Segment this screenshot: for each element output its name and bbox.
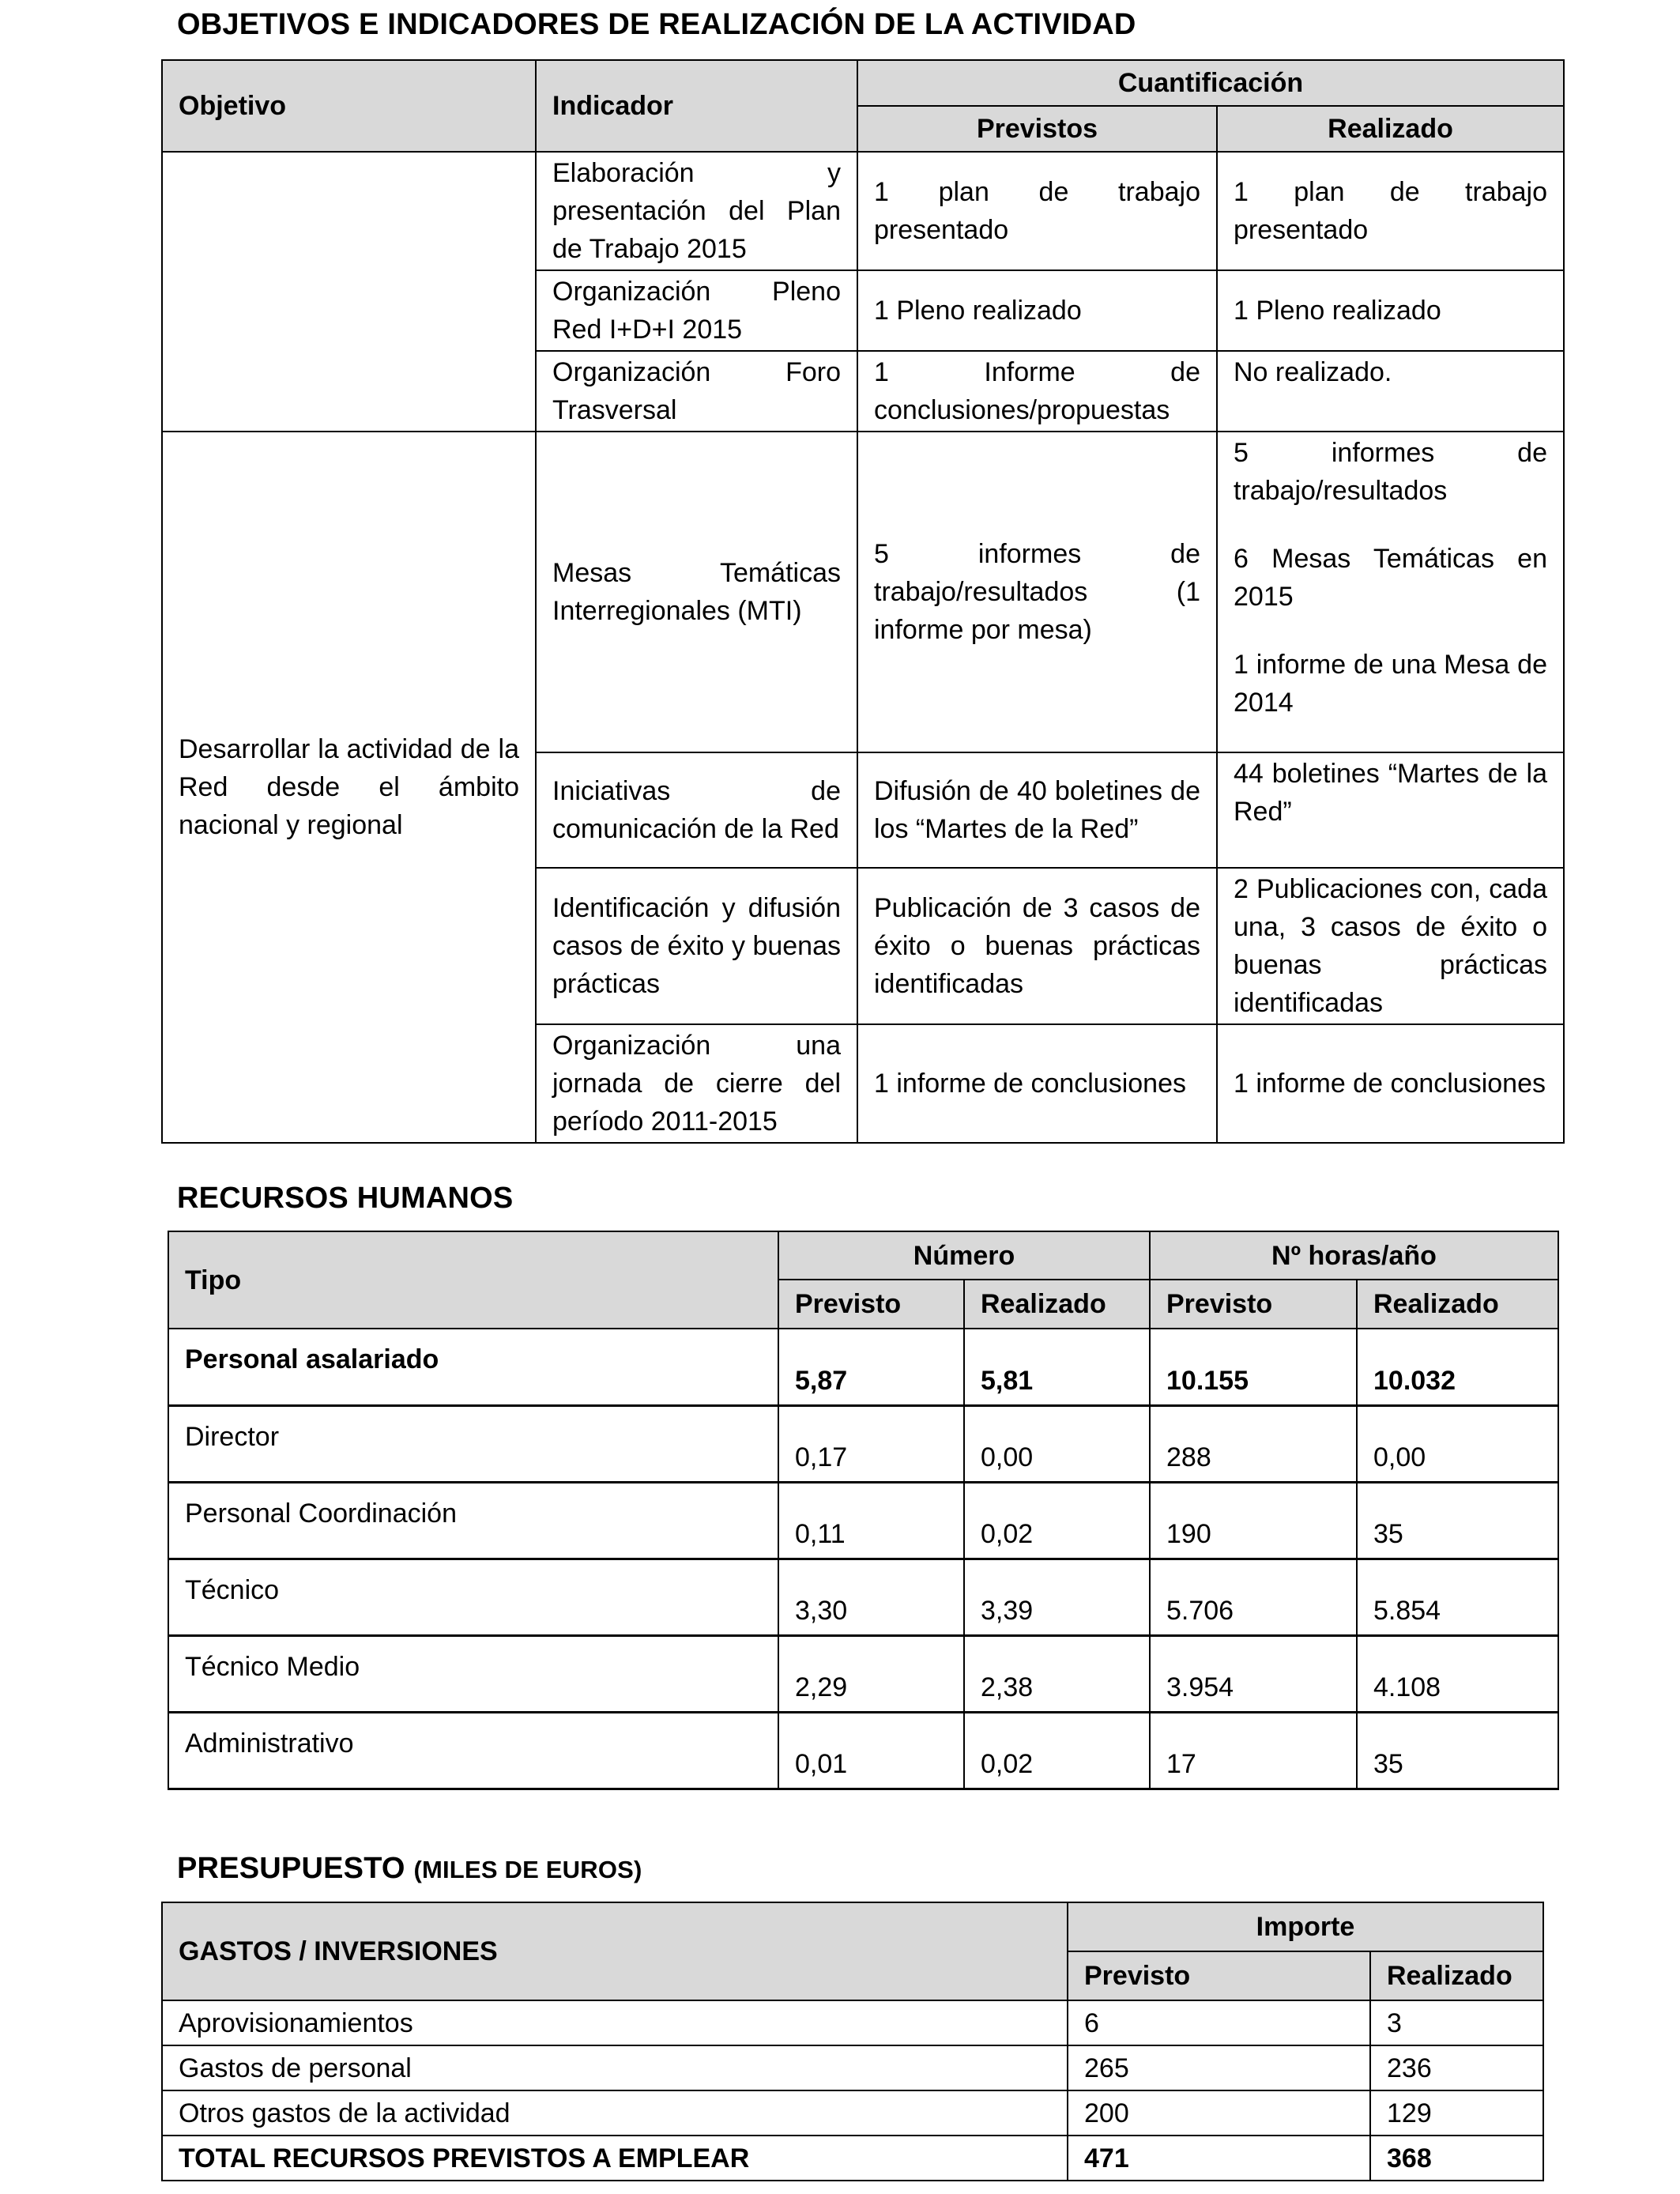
indicador-cell: Mesas Temáticas Interregionales (MTI)	[536, 432, 857, 752]
previsto-cell: 265	[1068, 2045, 1370, 2090]
horas-previsto-cell: 5.706	[1150, 1559, 1357, 1635]
header-indicador: Indicador	[536, 60, 857, 152]
previstos-cell: 5 informes de trabajo/resultados (1 informe por mesa)	[857, 432, 1217, 752]
header-realizado: Realizado	[1217, 106, 1564, 152]
total-previsto-cell: 471	[1068, 2136, 1370, 2181]
previstos-cell: 1 informe de conclusiones	[857, 1024, 1217, 1143]
header-realizado: Realizado	[1370, 1951, 1543, 2000]
horas-previsto-cell: 3.954	[1150, 1635, 1357, 1712]
total-realizado-cell: 368	[1370, 2136, 1543, 2181]
realizado-cell: 1 informe de conclusiones	[1217, 1024, 1564, 1143]
realizado-cell: 1 plan de trabajo presentado	[1217, 152, 1564, 270]
header-tipo: Tipo	[168, 1231, 778, 1329]
recursos-table	[168, 1231, 1559, 1790]
numero-realizado-cell: 0,02	[964, 1482, 1150, 1559]
numero-previsto-cell: 0,01	[778, 1712, 964, 1789]
header-numero-previsto: Previsto	[778, 1280, 964, 1329]
presupuesto-subtitle: (MILES DE EUROS)	[413, 1856, 642, 1883]
indicador-cell: Organización una jornada de cierre del período 2011-2015	[536, 1024, 857, 1143]
total-concepto-cell: TOTAL RECURSOS PREVISTOS A EMPLEAR	[162, 2136, 1068, 2181]
presupuesto-title: PRESUPUESTO	[177, 1852, 405, 1885]
concepto-cell: Otros gastos de la actividad	[162, 2090, 1068, 2136]
header-importe: Importe	[1068, 1902, 1543, 1951]
previsto-cell: 6	[1068, 2000, 1370, 2045]
horas-previsto-cell: 10.155	[1150, 1329, 1357, 1405]
horas-previsto-cell: 190	[1150, 1482, 1357, 1559]
objetivos-heading: OBJETIVOS E INDICADORES DE REALIZACIÓN DE LA ACTIVIDAD	[177, 8, 1136, 41]
realizado-cell: 236	[1370, 2045, 1543, 2090]
previsto-cell: 200	[1068, 2090, 1370, 2136]
presupuesto-heading	[177, 1852, 642, 1886]
numero-previsto-cell: 2,29	[778, 1635, 964, 1712]
numero-realizado-cell: 3,39	[964, 1559, 1150, 1635]
header-horas: Nº horas/año	[1150, 1231, 1558, 1280]
objetivo-cell-empty	[162, 152, 536, 432]
realizado-cell: 3	[1370, 2000, 1543, 2045]
horas-realizado-cell: 5.854	[1357, 1559, 1558, 1635]
numero-realizado-cell: 0,02	[964, 1712, 1150, 1789]
horas-realizado-cell: 0,00	[1357, 1405, 1558, 1482]
header-numero-realizado: Realizado	[964, 1280, 1150, 1329]
realizado-cell: 129	[1370, 2090, 1543, 2136]
horas-previsto-cell: 17	[1150, 1712, 1357, 1789]
numero-previsto-cell: 0,17	[778, 1405, 964, 1482]
tipo-cell: Personal asalariado	[168, 1329, 778, 1405]
tipo-cell: Personal Coordinación	[168, 1482, 778, 1559]
tipo-cell: Técnico	[168, 1559, 778, 1635]
objetivo-cell: Desarrollar la actividad de la Red desde el ámbito nacional y regional	[162, 432, 536, 1143]
realizado-line: 1 informe de una Mesa de 2014	[1234, 650, 1547, 718]
header-previsto: Previsto	[1068, 1951, 1370, 2000]
concepto-cell: Gastos de personal	[162, 2045, 1068, 2090]
realizado-cell: 2 Publicaciones con, cada una, 3 casos de éxito o buenas prácticas identificadas	[1217, 868, 1564, 1024]
header-horas-realizado: Realizado	[1357, 1280, 1558, 1329]
horas-realizado-cell: 4.108	[1357, 1635, 1558, 1712]
previstos-cell: Publicación de 3 casos de éxito o buenas prácticas identificadas	[857, 868, 1217, 1024]
indicador-cell: Iniciativas de comunicación de la Red	[536, 752, 857, 868]
numero-realizado-cell: 0,00	[964, 1405, 1150, 1482]
header-previstos: Previstos	[857, 106, 1217, 152]
header-objetivo: Objetivo	[162, 60, 536, 152]
indicador-cell: Identificación y difusión casos de éxito y buenas prácticas	[536, 868, 857, 1024]
realizado-cell	[1217, 432, 1564, 752]
header-cuantificacion: Cuantificación	[857, 60, 1564, 106]
previstos-cell: 1 plan de trabajo presentado	[857, 152, 1217, 270]
horas-realizado-cell: 35	[1357, 1712, 1558, 1789]
header-numero: Número	[778, 1231, 1150, 1280]
tipo-cell: Técnico Medio	[168, 1635, 778, 1712]
previstos-cell: 1 Pleno realizado	[857, 270, 1217, 351]
indicador-cell: Elaboración y presentación del Plan de Trabajo 2015	[536, 152, 857, 270]
horas-realizado-cell: 35	[1357, 1482, 1558, 1559]
numero-previsto-cell: 3,30	[778, 1559, 964, 1635]
realizado-cell: 1 Pleno realizado	[1217, 270, 1564, 351]
horas-realizado-cell: 10.032	[1357, 1329, 1558, 1405]
tipo-cell: Director	[168, 1405, 778, 1482]
previstos-cell: 1 Informe de conclusiones/propuestas	[857, 351, 1217, 432]
header-gastos: GASTOS / INVERSIONES	[162, 1902, 1068, 2000]
realizado-cell: 44 boletines “Martes de la Red”	[1217, 752, 1564, 868]
numero-previsto-cell: 5,87	[778, 1329, 964, 1405]
realizado-cell: No realizado.	[1217, 351, 1564, 432]
header-horas-previsto: Previsto	[1150, 1280, 1357, 1329]
objetivos-table	[161, 59, 1565, 1144]
realizado-line: 5 informes de trabajo/resultados	[1234, 438, 1547, 506]
previstos-cell: Difusión de 40 boletines de los “Martes de la Red”	[857, 752, 1217, 868]
presupuesto-table	[161, 1902, 1544, 2181]
indicador-cell: Organización Foro Trasversal	[536, 351, 857, 432]
numero-realizado-cell: 2,38	[964, 1635, 1150, 1712]
concepto-cell: Aprovisionamientos	[162, 2000, 1068, 2045]
indicador-cell: Organización Pleno Red I+D+I 2015	[536, 270, 857, 351]
horas-previsto-cell: 288	[1150, 1405, 1357, 1482]
numero-previsto-cell: 0,11	[778, 1482, 964, 1559]
tipo-cell: Administrativo	[168, 1712, 778, 1789]
numero-realizado-cell: 5,81	[964, 1329, 1150, 1405]
realizado-line: 6 Mesas Temáticas en 2015	[1234, 544, 1547, 612]
recursos-heading: RECURSOS HUMANOS	[177, 1182, 514, 1215]
